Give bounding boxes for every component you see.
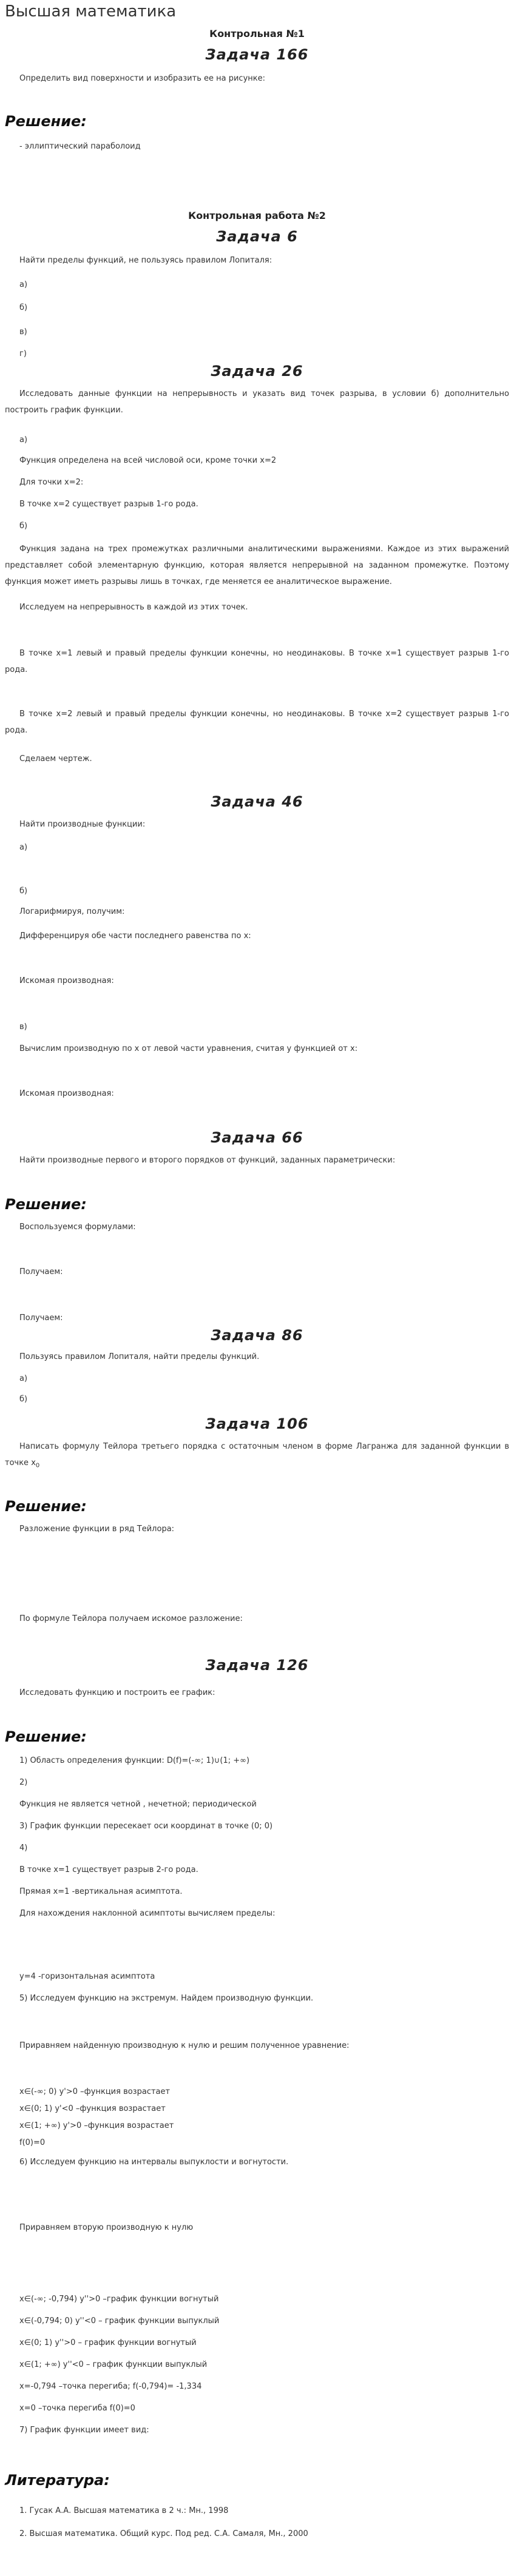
text-line: 4) [19, 1843, 28, 1853]
task-6-title: Задача 6 [216, 228, 298, 245]
task-26-b: б) [19, 522, 28, 531]
task-46-p5: Искомая производная: [19, 1089, 114, 1098]
text-line: Приравняем найденную производную к нулю и решим полученное уравнение: [19, 2041, 350, 2050]
text-line: x∈(1; +∞) y'>0 –функция возрастает [19, 2121, 174, 2130]
text-line: 7) График функции имеет вид: [19, 2426, 149, 2435]
task-126-lines-3 [5, 2084, 509, 2173]
text-line: 3) График функции пересекает оси координат в точке (0; 0) [19, 1822, 273, 1831]
text-line: x=-0,794 –точка перегиба; f(-0,794)= -1,334 [19, 2382, 202, 2391]
task-46-title: Задача 46 [211, 793, 303, 810]
task-86-text: Пользуясь правилом Лопиталя, найти пределы функций. [19, 1352, 260, 1361]
task-126-lines-1 [5, 1750, 509, 1925]
task-26-p6: Исследуем на непрерывность в каждой из этих точек. [19, 603, 248, 612]
site-title: Высшая математика [5, 2, 177, 21]
task-6-text: Найти пределы функций, не пользуясь правилом Лопиталя: [19, 256, 272, 265]
task-26-title: Задача 26 [211, 363, 303, 380]
literature-heading: Литература: [5, 2472, 110, 2489]
task-6-item: б) [19, 303, 28, 312]
point-symbol: $x_0$ [31, 1458, 40, 1469]
task-66-p3: Получаем: [19, 1313, 63, 1323]
task-86-title: Задача 86 [211, 1327, 303, 1344]
task-26-p5: Функция задана на трех промежутках различными аналитическими выражениями. Каждое из этих выражений представляет собой элементарную функцию, которая является непрерывной на заданном промежутке. Поэтому функция может иметь разрывы лишь в точках, где меняется ее аналитическое выражение. [5, 545, 509, 586]
task-26-p7: В точке х=1 левый и правый пределы функции конечны, но неодинаковы. В точке х=1 существует разрыв 1-го рода. [5, 649, 509, 674]
task-46-b: б) [19, 887, 28, 896]
control2-heading: Контрольная работа №2 [188, 210, 326, 221]
text-line: f(0)=0 [19, 2138, 46, 2147]
task-166-title: Задача 166 [205, 46, 309, 63]
text-line: В точке х=1 существует разрыв 2-го рода. [19, 1865, 198, 1874]
task-166-text: Определить вид поверхности и изобразить ее на рисунке: [19, 74, 265, 83]
task-106-title: Задача 106 [205, 1415, 309, 1432]
task-66-text: Найти производные первого и второго порядков от функций, заданных параметрически: [19, 1156, 396, 1165]
task-166-answer: - эллиптический параболоид [19, 142, 141, 151]
text-line: 2) [19, 1778, 28, 1787]
text-line: Прямая х=1 -вертикальная асимптота. [19, 1887, 183, 1896]
solution-heading: Решение: [5, 1498, 87, 1515]
literature-item: 1. Гусак А.А. Высшая математика в 2 ч.: Мн., 1998 [19, 2506, 229, 2515]
solution-heading: Решение: [5, 1196, 87, 1213]
task-26-a: а) [19, 435, 28, 444]
text-line: x∈(-0,794; 0) y''<0 – график функции выпуклый [19, 2316, 220, 2326]
task-26-p3: Для точки х=2: [19, 478, 84, 487]
solution-heading: Решение: [5, 113, 87, 130]
task-86-b: б) [19, 1395, 28, 1404]
literature-item: 2. Высшая математика. Общий курс. Под ред. С.А. Самаля, Мн., 2000 [19, 2529, 308, 2538]
task-106-text-body: Написать формулу Тейлора третьего порядка с остаточным членом в форме Лагранжа для заданной функции в точке [5, 1442, 509, 1467]
text-line: Функция не является четной , нечетной; периодической [19, 1800, 257, 1809]
task-46-a: а) [19, 843, 28, 852]
task-46-p1: Логарифмируя, получим: [19, 907, 125, 916]
literature-list [5, 2500, 509, 2546]
task-46-p4: Вычислим производную по х от левой части уравнения, считая у функцией от х: [19, 1044, 358, 1053]
text-line: y=4 -горизонтальная асимптота [19, 1972, 155, 1981]
task-66-p1: Воспользуемся формулами: [19, 1223, 136, 1232]
text-line: 6) Исследуем функцию на интервалы выпуклости и вогнутости. [19, 2158, 289, 2167]
text-line: x∈(0; 1) y'<0 –функция возрастает [19, 2104, 166, 2113]
task-126-lines-4 [5, 2289, 509, 2441]
task-126-text: Исследовать функцию и построить ее график: [19, 1688, 215, 1697]
task-26-p2: Функция определена на всей числовой оси, кроме точки х=2 [19, 456, 277, 465]
task-26-p9: Сделаем чертеж. [19, 754, 92, 763]
text-line: x∈(-∞; 0) y'>0 –функция возрастает [19, 2087, 171, 2096]
text-line: Для нахождения наклонной асимптоты вычисляем пределы: [19, 1909, 276, 1918]
task-46-p2: Дифференцируя обе части последнего равенства по х: [19, 931, 251, 941]
task-106-text [5, 1438, 509, 1474]
text-line: 1) Область определения функции: D(f)=(-∞; 1)∪(1; +∞) [19, 1756, 250, 1765]
text-line: x=0 –точка перегиба f(0)=0 [19, 2404, 135, 2413]
task-26-p1: Исследовать данные функции на непрерывность и указать вид точек разрыва, в условии б) дополнительно построить график функции. [5, 389, 509, 415]
task-126-lines-2 [5, 1966, 509, 2010]
text-line: x∈(0; 1) y''>0 – график функции вогнутый [19, 2338, 197, 2347]
text-line: Приравняем вторую производную к нулю [19, 2223, 194, 2232]
task-106-p2: По формуле Тейлора получаем искомое разложение: [19, 1614, 243, 1623]
task-6-item: г) [19, 349, 27, 358]
task-46-c: в) [19, 1022, 27, 1031]
task-46-p3: Искомая производная: [19, 976, 114, 985]
task-66-p2: Получаем: [19, 1267, 63, 1276]
text-line: x∈(1; +∞) y''<0 – график функции выпуклый [19, 2360, 208, 2369]
task-6-item: а) [19, 280, 28, 289]
task-46-text: Найти производные функции: [19, 820, 146, 829]
task-86-a: а) [19, 1374, 28, 1383]
solution-heading: Решение: [5, 1728, 87, 1745]
task-26-p4: В точке х=2 существует разрыв 1-го рода. [19, 500, 198, 509]
task-26-p8: В точке х=2 левый и правый пределы функции конечны, но неодинаковы. В точке х=2 существует разрыв 1-го рода. [5, 709, 509, 735]
control1-heading: Контрольная №1 [209, 28, 305, 39]
task-6-item: в) [19, 327, 27, 337]
text-line: x∈(-∞; -0,794) y''>0 –график функции вогнутый [19, 2295, 219, 2304]
task-126-title: Задача 126 [205, 1657, 309, 1674]
task-106-p1: Разложение функции в ряд Тейлора: [19, 1524, 175, 1534]
task-66-title: Задача 66 [211, 1129, 303, 1146]
text-line: 5) Исследуем функцию на экстремум. Найдем производную функции. [19, 1994, 314, 2003]
